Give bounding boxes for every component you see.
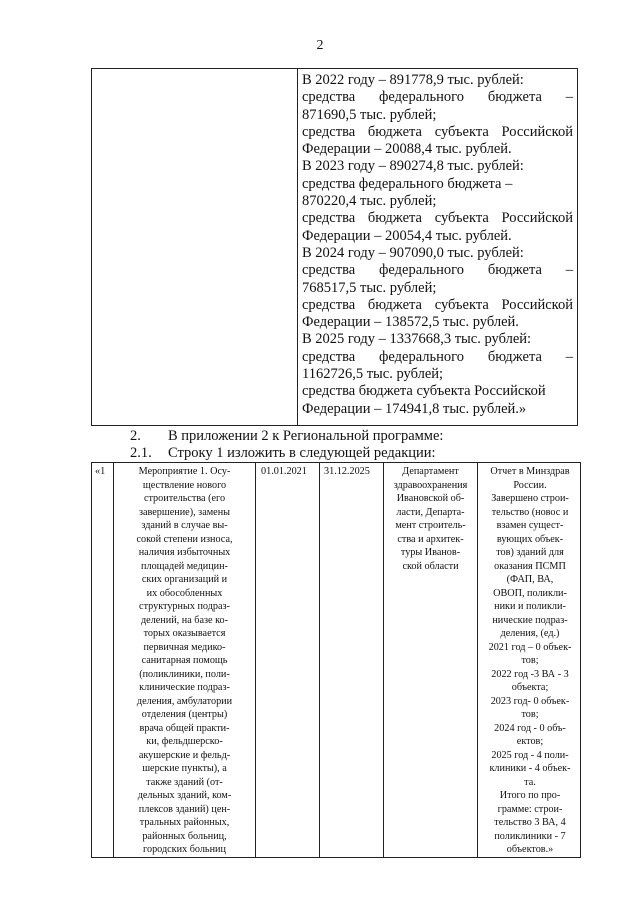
- responsible-line: ства и архитек-: [397, 533, 464, 545]
- result-line: 2021 год – 0 объек-: [488, 641, 572, 653]
- result-line: 2023 год- 0 объек-: [490, 695, 570, 707]
- result-line: тов;: [521, 655, 539, 666]
- result-line: (ФАП, ВА,: [506, 574, 554, 585]
- event-line: их обособленных: [146, 587, 223, 599]
- budget-line: Федерации – 20054,4 тыс. рублей.: [302, 227, 512, 244]
- budget-line: средства бюджета субъекта Российской: [302, 210, 573, 227]
- result-line: клиники - 4 объек-: [489, 763, 571, 774]
- event-line: ществление нового: [142, 479, 227, 491]
- event-line: клинические подраз-: [139, 682, 230, 693]
- item-2-1-number: 2.1.: [130, 445, 152, 461]
- end-date: 31.12.2025: [324, 466, 370, 477]
- event-line: плексов зданий) цен-: [138, 803, 231, 815]
- event-line: завершение), замены: [138, 506, 230, 518]
- result-line: 2025 год - 4 поли-: [491, 749, 569, 761]
- responsible-line: ской области: [402, 560, 459, 572]
- event-line: зданий в случае вы-: [141, 520, 228, 531]
- event-line: площадей медицин-: [141, 560, 228, 572]
- result-line: ОВОП, поликли-: [493, 587, 567, 599]
- end-date-cell: [320, 463, 384, 857]
- start-date: 01.01.2021: [261, 466, 307, 477]
- result-line: взамен сущест-: [496, 520, 564, 531]
- item-2-1: [130, 445, 436, 462]
- start-date-cell: [256, 463, 320, 857]
- event-line: тральных районных,: [139, 817, 230, 828]
- event-line: акушерские и фельд-: [138, 749, 231, 761]
- event-line: районных больниц,: [142, 830, 227, 842]
- budget-line: средства бюджета субъекта Российской: [302, 383, 546, 400]
- result-line: ектов;: [516, 736, 544, 747]
- result-line: 2022 год -3 ВА - 3: [491, 668, 569, 680]
- result-line: ники и поликли-: [494, 601, 566, 612]
- item-2-text: В приложении 2 к Региональной программе:: [168, 428, 444, 444]
- budget-funding-cell: [298, 69, 577, 425]
- event-line: шерские пункты), а: [142, 763, 227, 774]
- budget-line: 871690,5 тыс. рублей;: [302, 106, 437, 123]
- item-2: [130, 428, 443, 445]
- result-line: объекта;: [511, 682, 549, 693]
- budget-line: 1162726,5 тыс. рублей;: [302, 366, 444, 383]
- budget-line: средства бюджета субъекта Российской: [302, 123, 573, 140]
- responsible-line: мент строитель-: [395, 520, 466, 531]
- event-line: отделения (центры): [141, 709, 228, 720]
- event-line: структурных подраз-: [139, 601, 230, 612]
- result-line: нические подраз-: [492, 614, 568, 626]
- event-line: ских организаций и: [141, 574, 228, 585]
- result-line: тельство 3 ВА, 4: [494, 817, 566, 828]
- event-line: дельных зданий, ком-: [137, 790, 232, 801]
- event-line: городских больниц: [143, 844, 226, 855]
- result-line: Завершено строи-: [491, 493, 569, 504]
- responsible-line: ласти, Департа-: [396, 506, 465, 518]
- budget-line: В 2022 году – 891778,9 тыс. рублей:: [302, 72, 524, 88]
- budget-line: 768517,5 тыс. рублей;: [302, 279, 437, 296]
- result-line: тов) зданий для: [496, 547, 564, 558]
- row-number: «1: [95, 466, 106, 477]
- responsible-cell: [384, 463, 478, 857]
- event-line: наличия избыточных: [138, 547, 231, 558]
- responsible-line: Ивановской об-: [396, 493, 465, 504]
- event-line: делений, на базе ко-: [141, 614, 228, 626]
- item-2-1-text: Строку 1 изложить в следующей редакции:: [168, 445, 436, 461]
- page-number: 2: [316, 38, 324, 53]
- result-line: Итого по про-: [499, 790, 561, 801]
- event-line: врача общей практи-: [139, 722, 230, 734]
- budget-line: Федерации – 138572,5 тыс. рублей.: [302, 314, 519, 331]
- event-cell: [114, 463, 256, 857]
- result-line: грамме: строи-: [497, 803, 563, 815]
- event-line: (поликлиники, поли-: [139, 668, 230, 680]
- row-number-cell: [92, 463, 114, 857]
- result-cell: [478, 463, 580, 857]
- result-line: России.: [513, 479, 547, 491]
- result-line: 2024 год - 0 объ-: [494, 722, 566, 734]
- budget-table: [91, 68, 578, 426]
- responsible-line: туры Иванов-: [400, 547, 461, 558]
- budget-line: Федерации – 174941,8 тыс. рублей.»: [302, 400, 527, 417]
- budget-line: средства федерального бюджета –: [302, 262, 573, 279]
- result-line: тельство (новос и: [491, 506, 569, 518]
- budget-line: В 2023 году – 890274,8 тыс. рублей:: [302, 158, 524, 175]
- responsible-line: здравоохранения: [393, 479, 468, 491]
- event-line: Мероприятие 1. Осу-: [138, 466, 231, 477]
- result-line: тов;: [521, 709, 539, 720]
- result-line: объектов.»: [506, 844, 554, 855]
- event-line: первичная медико-: [143, 641, 226, 653]
- budget-line: средства федерального бюджета –: [302, 175, 513, 192]
- event-line: торых оказывается: [143, 628, 226, 639]
- event-line: сокой степени износа,: [136, 533, 233, 545]
- event-line: санитарная помощь: [141, 655, 228, 666]
- event-line: также зданий (от-: [146, 776, 223, 788]
- result-line: Отчет в Минздрав: [490, 466, 570, 477]
- budget-line: В 2025 году – 1337668,3 тыс. рублей:: [302, 331, 532, 348]
- budget-line: 870220,4 тыс. рублей;: [302, 193, 437, 210]
- measure-table: [91, 462, 581, 858]
- budget-line: Федерации – 20088,4 тыс. рублей.: [302, 141, 512, 158]
- event-line: строительства (его: [143, 493, 226, 504]
- budget-line: средства бюджета субъекта Российской: [302, 296, 573, 313]
- result-line: поликлиники - 7: [494, 830, 566, 842]
- event-line: деления, амбулатории: [136, 695, 233, 707]
- budget-line: В 2024 году – 907090,0 тыс. рублей:: [302, 244, 524, 261]
- result-line: оказания ПСМП: [494, 560, 566, 572]
- responsible-line: Департамент: [402, 466, 459, 477]
- result-line: вующих объек-: [496, 533, 564, 545]
- budget-line: средства федерального бюджета –: [302, 348, 573, 365]
- item-2-number: 2.: [130, 428, 141, 444]
- result-line: деления, (ед.): [500, 628, 560, 639]
- budget-line: средства федерального бюджета –: [302, 89, 573, 106]
- budget-table-empty-cell: [92, 69, 298, 425]
- result-line: та.: [524, 776, 536, 788]
- event-line: ки, фельдшерско-: [146, 736, 223, 747]
